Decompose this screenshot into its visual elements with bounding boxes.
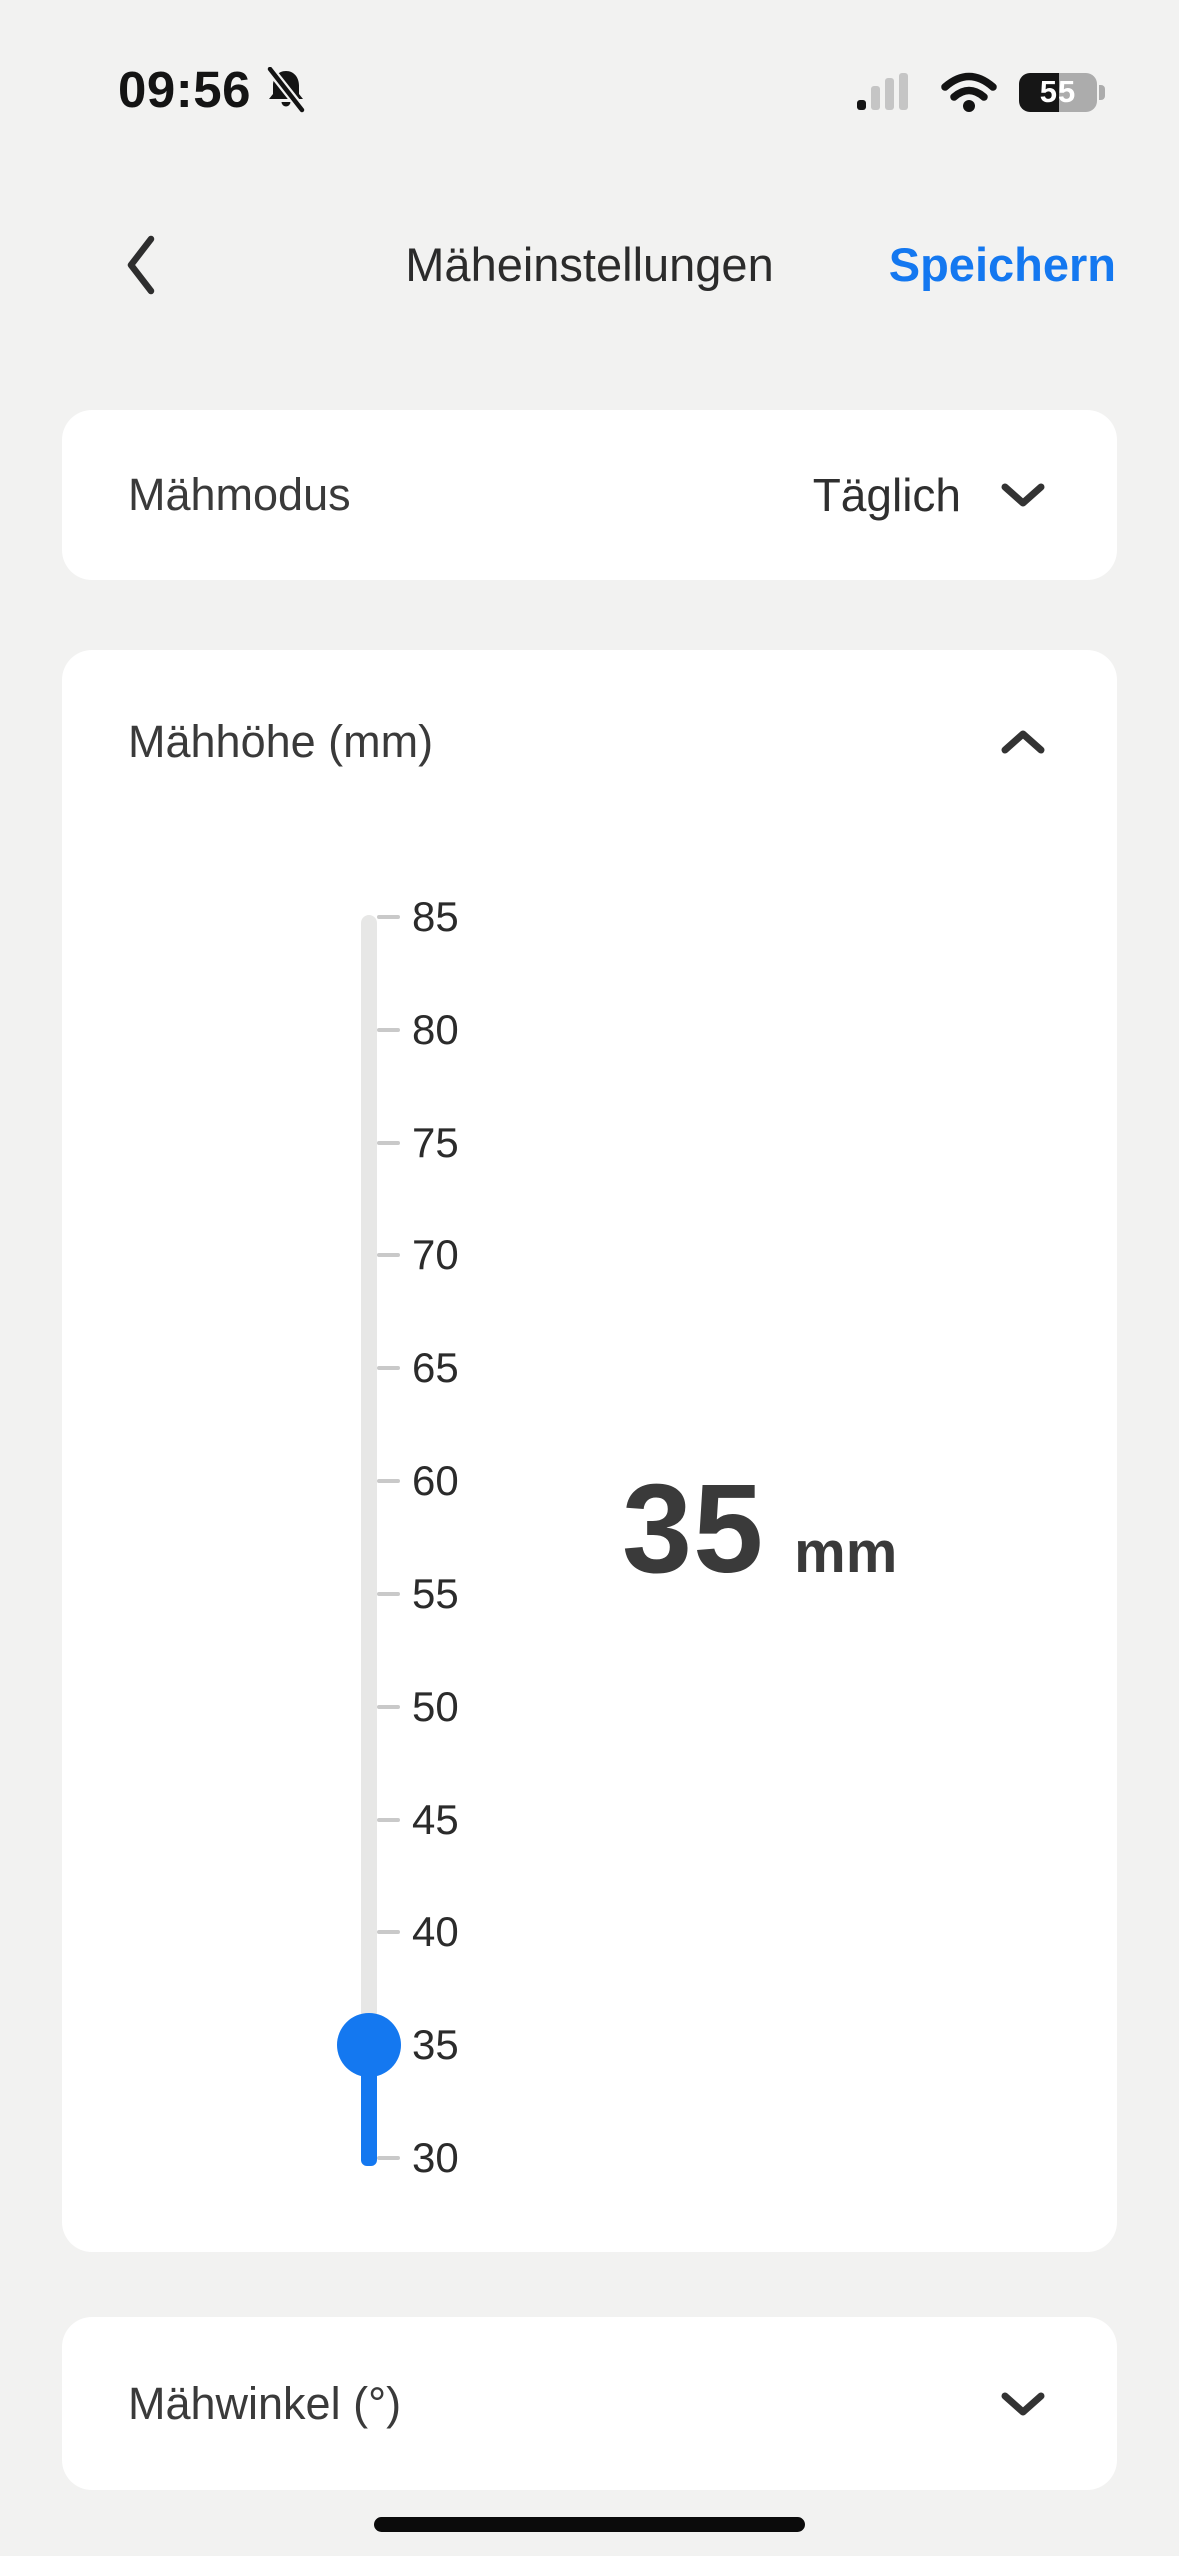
mow-mode-value[interactable]: Täglich [812,469,961,521]
slider-tick [377,2134,459,2181]
tick-line [377,1705,400,1709]
tick-line [377,1930,400,1934]
mow-mode-dropdown-button[interactable] [995,467,1051,523]
mow-angle-expand-button[interactable] [995,2376,1051,2432]
tick-line [377,1479,400,1483]
mow-height-label: Mähhöhe (mm) [128,716,434,767]
tick-line [377,1253,400,1257]
wifi-icon [940,71,998,113]
mow-height-header [128,702,1051,782]
tick-label: 55 [412,1569,459,1617]
slider-tick [377,1908,459,1956]
tick-label: 50 [412,1682,459,1730]
chevron-down-icon [1000,2390,1046,2418]
mow-angle-row[interactable] [62,2317,1117,2490]
page-title: Mäheinstellungen [405,237,774,291]
height-slider-track[interactable] [361,915,377,2160]
tick-line [377,915,400,919]
tick-line [377,1818,400,1822]
tick-label: 40 [412,1908,459,1956]
status-bar [0,0,1179,130]
slider-tick [377,1457,459,1505]
tick-line [377,2156,400,2160]
battery-percent-text: 55 [1039,74,1077,109]
chevron-up-icon [1000,728,1046,756]
tick-label: 35 [412,2021,459,2069]
tick-label: 65 [412,1344,459,1392]
battery-level [1019,73,1097,112]
battery-cap [1099,85,1105,100]
tick-line [377,1028,400,1032]
tick-label: 60 [412,1457,459,1505]
mow-height-collapse-button[interactable] [995,714,1051,770]
slider-tick [377,1118,459,1166]
tick-line [377,1592,400,1596]
tick-label: 80 [412,1005,459,1053]
mow-mode-card [62,410,1117,580]
tick-label: 45 [412,1795,459,1843]
height-value-display [622,1456,897,1601]
home-indicator[interactable] [374,2517,805,2532]
tick-label: 30 [412,2134,459,2181]
tick-line [377,1366,400,1370]
slider-tick [377,1795,459,1843]
slider-tick [377,893,459,940]
cellular-signal-icon [857,72,919,112]
tick-line [377,1141,400,1145]
tick-label: 75 [412,1118,459,1166]
save-button[interactable]: Speichern [888,237,1116,291]
slider-tick [377,1344,459,1392]
chevron-down-icon [1000,481,1046,509]
height-unit: mm [794,1520,898,1585]
nav-header [0,218,1179,310]
slider-thumb[interactable] [337,2013,401,2077]
mow-angle-card [62,2317,1117,2490]
clock-time: 09:56 [118,61,251,118]
notifications-muted-icon [265,67,307,113]
height-value: 35 [622,1458,765,1599]
tick-label: 85 [412,893,459,940]
mow-mode-label: Mähmodus [128,469,351,520]
slider-tick [377,1231,459,1279]
mow-mode-row[interactable] [62,410,1117,580]
status-right-icons [857,62,1105,122]
mow-height-card [62,650,1117,2252]
battery-icon [1019,73,1105,112]
slider-tick [377,1005,459,1053]
slider-tick [377,1682,459,1730]
mow-angle-label: Mähwinkel (°) [128,2377,402,2429]
slider-tick [377,1569,459,1617]
tick-label: 70 [412,1231,459,1279]
time-group [118,60,307,119]
